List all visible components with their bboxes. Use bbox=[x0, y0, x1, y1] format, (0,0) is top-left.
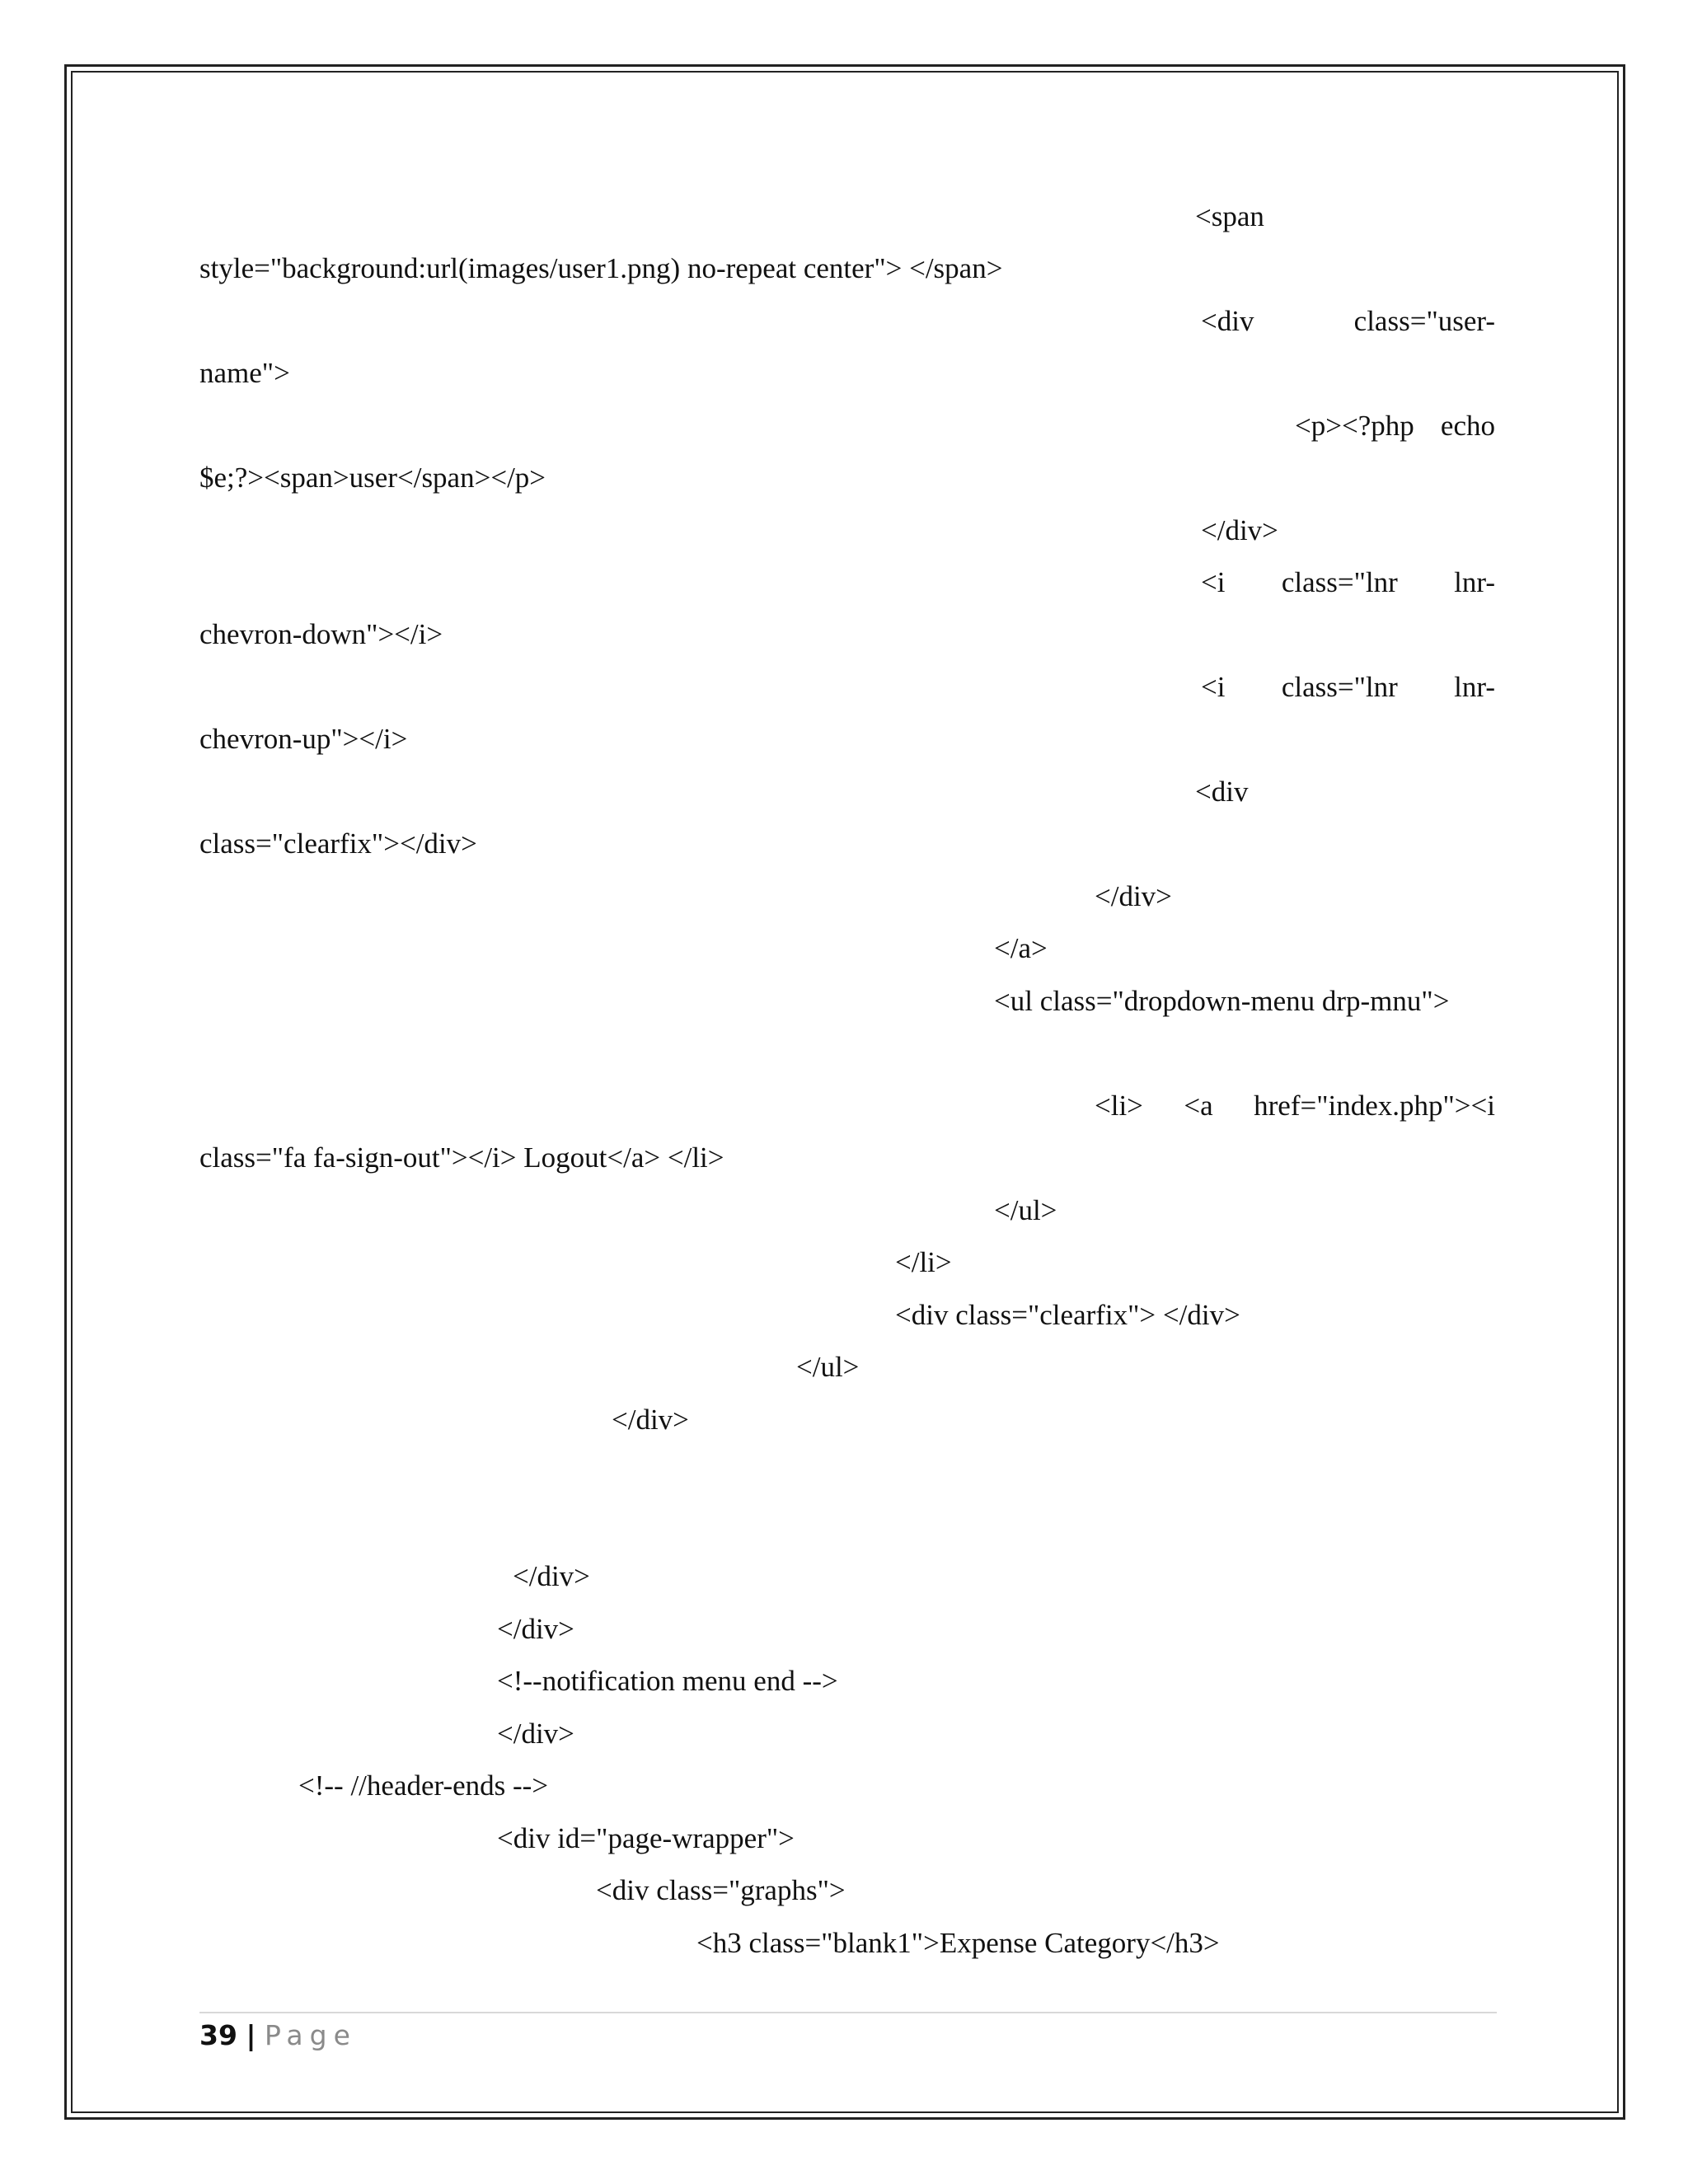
code-line: <!--notification menu end --> bbox=[497, 1665, 838, 1697]
code-line: <h3 class="blank1">Expense Category</h3> bbox=[696, 1927, 1220, 1959]
code-token: echo bbox=[1440, 410, 1495, 442]
code-line: <div class="graphs"> bbox=[596, 1874, 846, 1906]
page-label: Page bbox=[265, 2019, 357, 2051]
code-line: </div> bbox=[1201, 514, 1278, 546]
code-line bbox=[1201, 671, 1495, 704]
footer-rule bbox=[199, 2012, 1497, 2013]
code-token: <div bbox=[1201, 305, 1254, 337]
code-line: <div class="clearfix"> </div> bbox=[895, 1299, 1240, 1331]
code-token: <i bbox=[1201, 566, 1226, 598]
code-line: </div> bbox=[1095, 880, 1172, 912]
code-token: class="lnr bbox=[1281, 566, 1398, 598]
code-token: <i bbox=[1201, 671, 1226, 703]
code-line bbox=[1095, 1090, 1495, 1122]
code-line: chevron-up"></i> bbox=[199, 723, 408, 755]
code-line: </div> bbox=[497, 1613, 574, 1645]
code-token: lnr- bbox=[1454, 566, 1495, 598]
code-line: class="fa fa-sign-out"></i> Logout</a> </li> bbox=[199, 1141, 724, 1174]
code-line: </div> bbox=[497, 1718, 574, 1750]
code-line: </div> bbox=[612, 1404, 689, 1436]
code-line: <div id="page-wrapper"> bbox=[497, 1822, 795, 1854]
footer-separator: | bbox=[246, 2019, 256, 2051]
code-line bbox=[1201, 305, 1495, 338]
code-line bbox=[1295, 410, 1495, 443]
code-token: <li> bbox=[1095, 1090, 1143, 1122]
code-line: class="clearfix"></div> bbox=[199, 827, 477, 860]
page-number: 39 bbox=[199, 2019, 237, 2051]
page-footer bbox=[199, 2018, 357, 2053]
code-token: href="index.php"><i bbox=[1254, 1090, 1495, 1122]
code-line: <span bbox=[1195, 200, 1264, 232]
code-token: lnr- bbox=[1454, 671, 1495, 703]
code-line: <!-- //header-ends --> bbox=[298, 1769, 549, 1802]
code-line: </li> bbox=[895, 1246, 952, 1278]
code-line bbox=[1201, 566, 1495, 599]
code-line: </ul> bbox=[796, 1351, 860, 1383]
code-line: style="background:url(images/user1.png) no-repeat center"> </span> bbox=[199, 252, 1003, 284]
code-token: class="lnr bbox=[1281, 671, 1398, 703]
code-line: </div> bbox=[513, 1560, 590, 1592]
code-line: <div bbox=[1195, 776, 1249, 808]
code-line: </ul> bbox=[994, 1194, 1057, 1226]
code-token: <a bbox=[1184, 1090, 1213, 1122]
code-line: name"> bbox=[199, 357, 290, 389]
code-line: <ul class="dropdown-menu drp-mnu"> bbox=[994, 985, 1450, 1017]
code-token: <p><?php bbox=[1295, 410, 1414, 442]
code-line: </a> bbox=[994, 932, 1048, 964]
code-line: chevron-down"></i> bbox=[199, 618, 443, 650]
code-line: $e;?><span>user</span></p> bbox=[199, 462, 546, 494]
code-token: class="user- bbox=[1353, 305, 1495, 337]
